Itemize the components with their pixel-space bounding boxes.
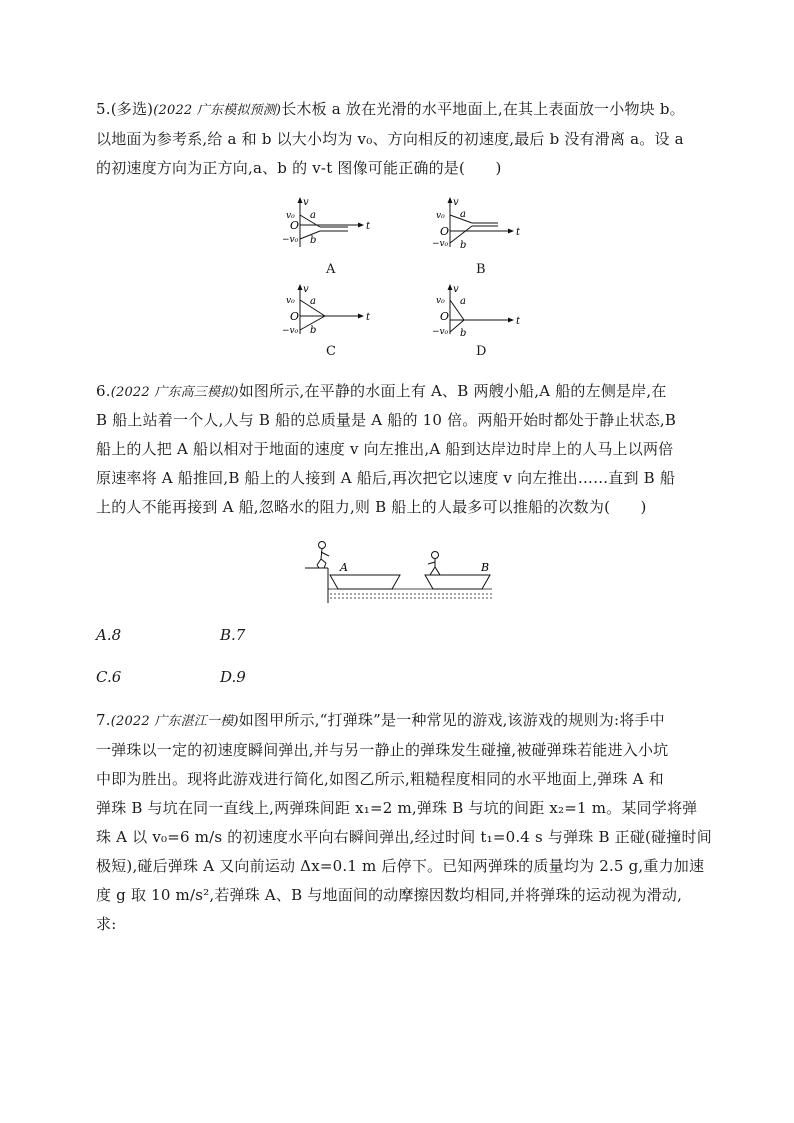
v-axis-label: v	[453, 284, 459, 295]
origin-label: O	[290, 219, 300, 232]
q7-line-1: 7.(2022 广东湛江一模)如图甲所示,“打弹珠”是一种常见的游戏,该游戏的规则为:将手中	[96, 711, 665, 729]
neg-v0-label: −v₀	[432, 239, 449, 249]
q7-line-3: 中即为胜出。现将此游戏进行简化,如图乙所示,粗糙程度相同的水平地面上,弹珠 A 和	[96, 770, 664, 788]
graph-label-a: A	[326, 262, 336, 277]
q6-line-1: 6.(2022 广东高三模拟)如图所示,在平静的水面上有 A、B 两艘小船,A 船的左侧是岸,在	[96, 382, 667, 400]
boat-b	[425, 575, 490, 589]
boat-b-label: B	[481, 561, 490, 574]
q7-line-4: 弹珠 B 与坑在同一直线上,两弹珠间距 x₁=2 m,弹珠 B 与坑的间距 x₂=1 m。某同学将弹	[96, 799, 698, 817]
t-axis-label: t	[366, 221, 371, 232]
q6-line-2: B 船上站着一个人,人与 B 船的总质量是 A 船的 10 倍。两船开始时都处于静止状态,B	[96, 411, 677, 429]
q6-line-3: 船上的人把 A 船以相对于地面的速度 v 向左推出,A 船到达岸边时岸上的人马上以两倍	[96, 440, 674, 458]
q6-line-4: 原速率将 A 船推回,B 船上的人接到 A 船后,再次把它以速度 v 向左推出……直到 B 船	[96, 469, 676, 487]
v-axis-label: v	[303, 197, 309, 208]
v-axis-label: v	[453, 197, 459, 208]
q7-line-2: 一弹珠以一定的初速度瞬间弹出,并与另一静止的弹珠发生碰撞,被碰弹珠若能进入小坑	[96, 741, 669, 759]
q7-number: 7.	[96, 711, 111, 729]
vt-graph-b	[420, 195, 540, 255]
t-axis-label: t	[516, 316, 521, 327]
curve-a-label: a	[460, 296, 466, 307]
boats-figure	[300, 537, 500, 607]
shore-person-icon	[317, 542, 329, 569]
q6-option-b: B.7	[220, 626, 246, 644]
boat-a	[330, 575, 400, 589]
v0-label: v₀	[436, 211, 445, 221]
origin-label: O	[290, 310, 300, 323]
vt-graph-d	[420, 282, 540, 342]
v0-label: v₀	[436, 296, 445, 306]
v0-label: v₀	[286, 211, 295, 221]
q6-option-d: D.9	[220, 668, 246, 686]
neg-v0-label: −v₀	[282, 235, 299, 245]
q5-source: (2022 广东模拟预测)	[153, 103, 282, 118]
q7-line-8: 求:	[96, 915, 117, 933]
q5-line-3: 的初速度方向为正方向,a、b 的 v-t 图像可能正确的是( )	[96, 159, 502, 177]
origin-label: O	[440, 225, 450, 238]
graph-label-d: D	[476, 344, 487, 359]
neg-v0-label: −v₀	[282, 326, 299, 336]
boat-a-label: A	[340, 561, 348, 574]
q5-line-1: 5.(多选)(2022 广东模拟预测)长木板 a 放在光滑的水平地面上,在其上表面放一小物块 b。	[96, 100, 685, 118]
v-axis-label: v	[303, 284, 309, 295]
neg-v0-label: −v₀	[432, 327, 449, 337]
water-surface	[328, 589, 492, 598]
vt-graph-c	[270, 282, 390, 342]
curve-a-label: a	[310, 296, 316, 307]
q7-line-5: 珠 A 以 v₀=6 m/s 的初速度水平向右瞬间弹出,经过时间 t₁=0.4 s 与弹珠 B 正碰(碰撞时间	[96, 828, 712, 846]
origin-label: O	[440, 310, 450, 323]
boat-person-icon	[428, 552, 440, 576]
curve-a-label: a	[310, 210, 316, 221]
q6-line-5: 上的人不能再接到 A 船,忽略水的阻力,则 B 船上的人最多可以推船的次数为( )	[96, 498, 647, 516]
q6-source: (2022 广东高三模拟)	[110, 385, 239, 400]
graph-label-b: B	[476, 262, 486, 277]
q5-tag: (多选)	[110, 100, 154, 118]
t-axis-label: t	[516, 227, 521, 238]
graph-label-c: C	[326, 344, 336, 359]
curve-b-label: b	[310, 325, 317, 336]
q7-line-6: 极短),碰后弹珠 A 又向前运动 Δx=0.1 m 后停下。已知两弹珠的质量均为 2.5 g,重力加速	[96, 857, 705, 875]
q5-number: 5.	[96, 100, 111, 118]
q6-number: 6.	[96, 382, 111, 400]
curve-b-label: b	[460, 328, 467, 339]
q5-line-2: 以地面为参考系,给 a 和 b 以大小均为 v₀、方向相反的初速度,最后 b 没有滑离 a。设 a	[96, 130, 684, 148]
q6-option-c: C.6	[96, 668, 122, 686]
q7-line-7: 度 g 取 10 m/s²,若弹珠 A、B 与地面间的动摩擦因数均相同,并将弹珠的运动视为滑动,	[96, 886, 683, 904]
curve-b-label: b	[460, 240, 467, 251]
vt-graph-a	[270, 195, 390, 255]
q7-source: (2022 广东湛江一模)	[110, 714, 239, 729]
q6-option-a: A.8	[96, 626, 122, 644]
t-axis-label: t	[366, 312, 371, 323]
curve-a-label: a	[460, 209, 466, 220]
curve-b-label: b	[310, 235, 317, 246]
v0-label: v₀	[286, 296, 295, 306]
